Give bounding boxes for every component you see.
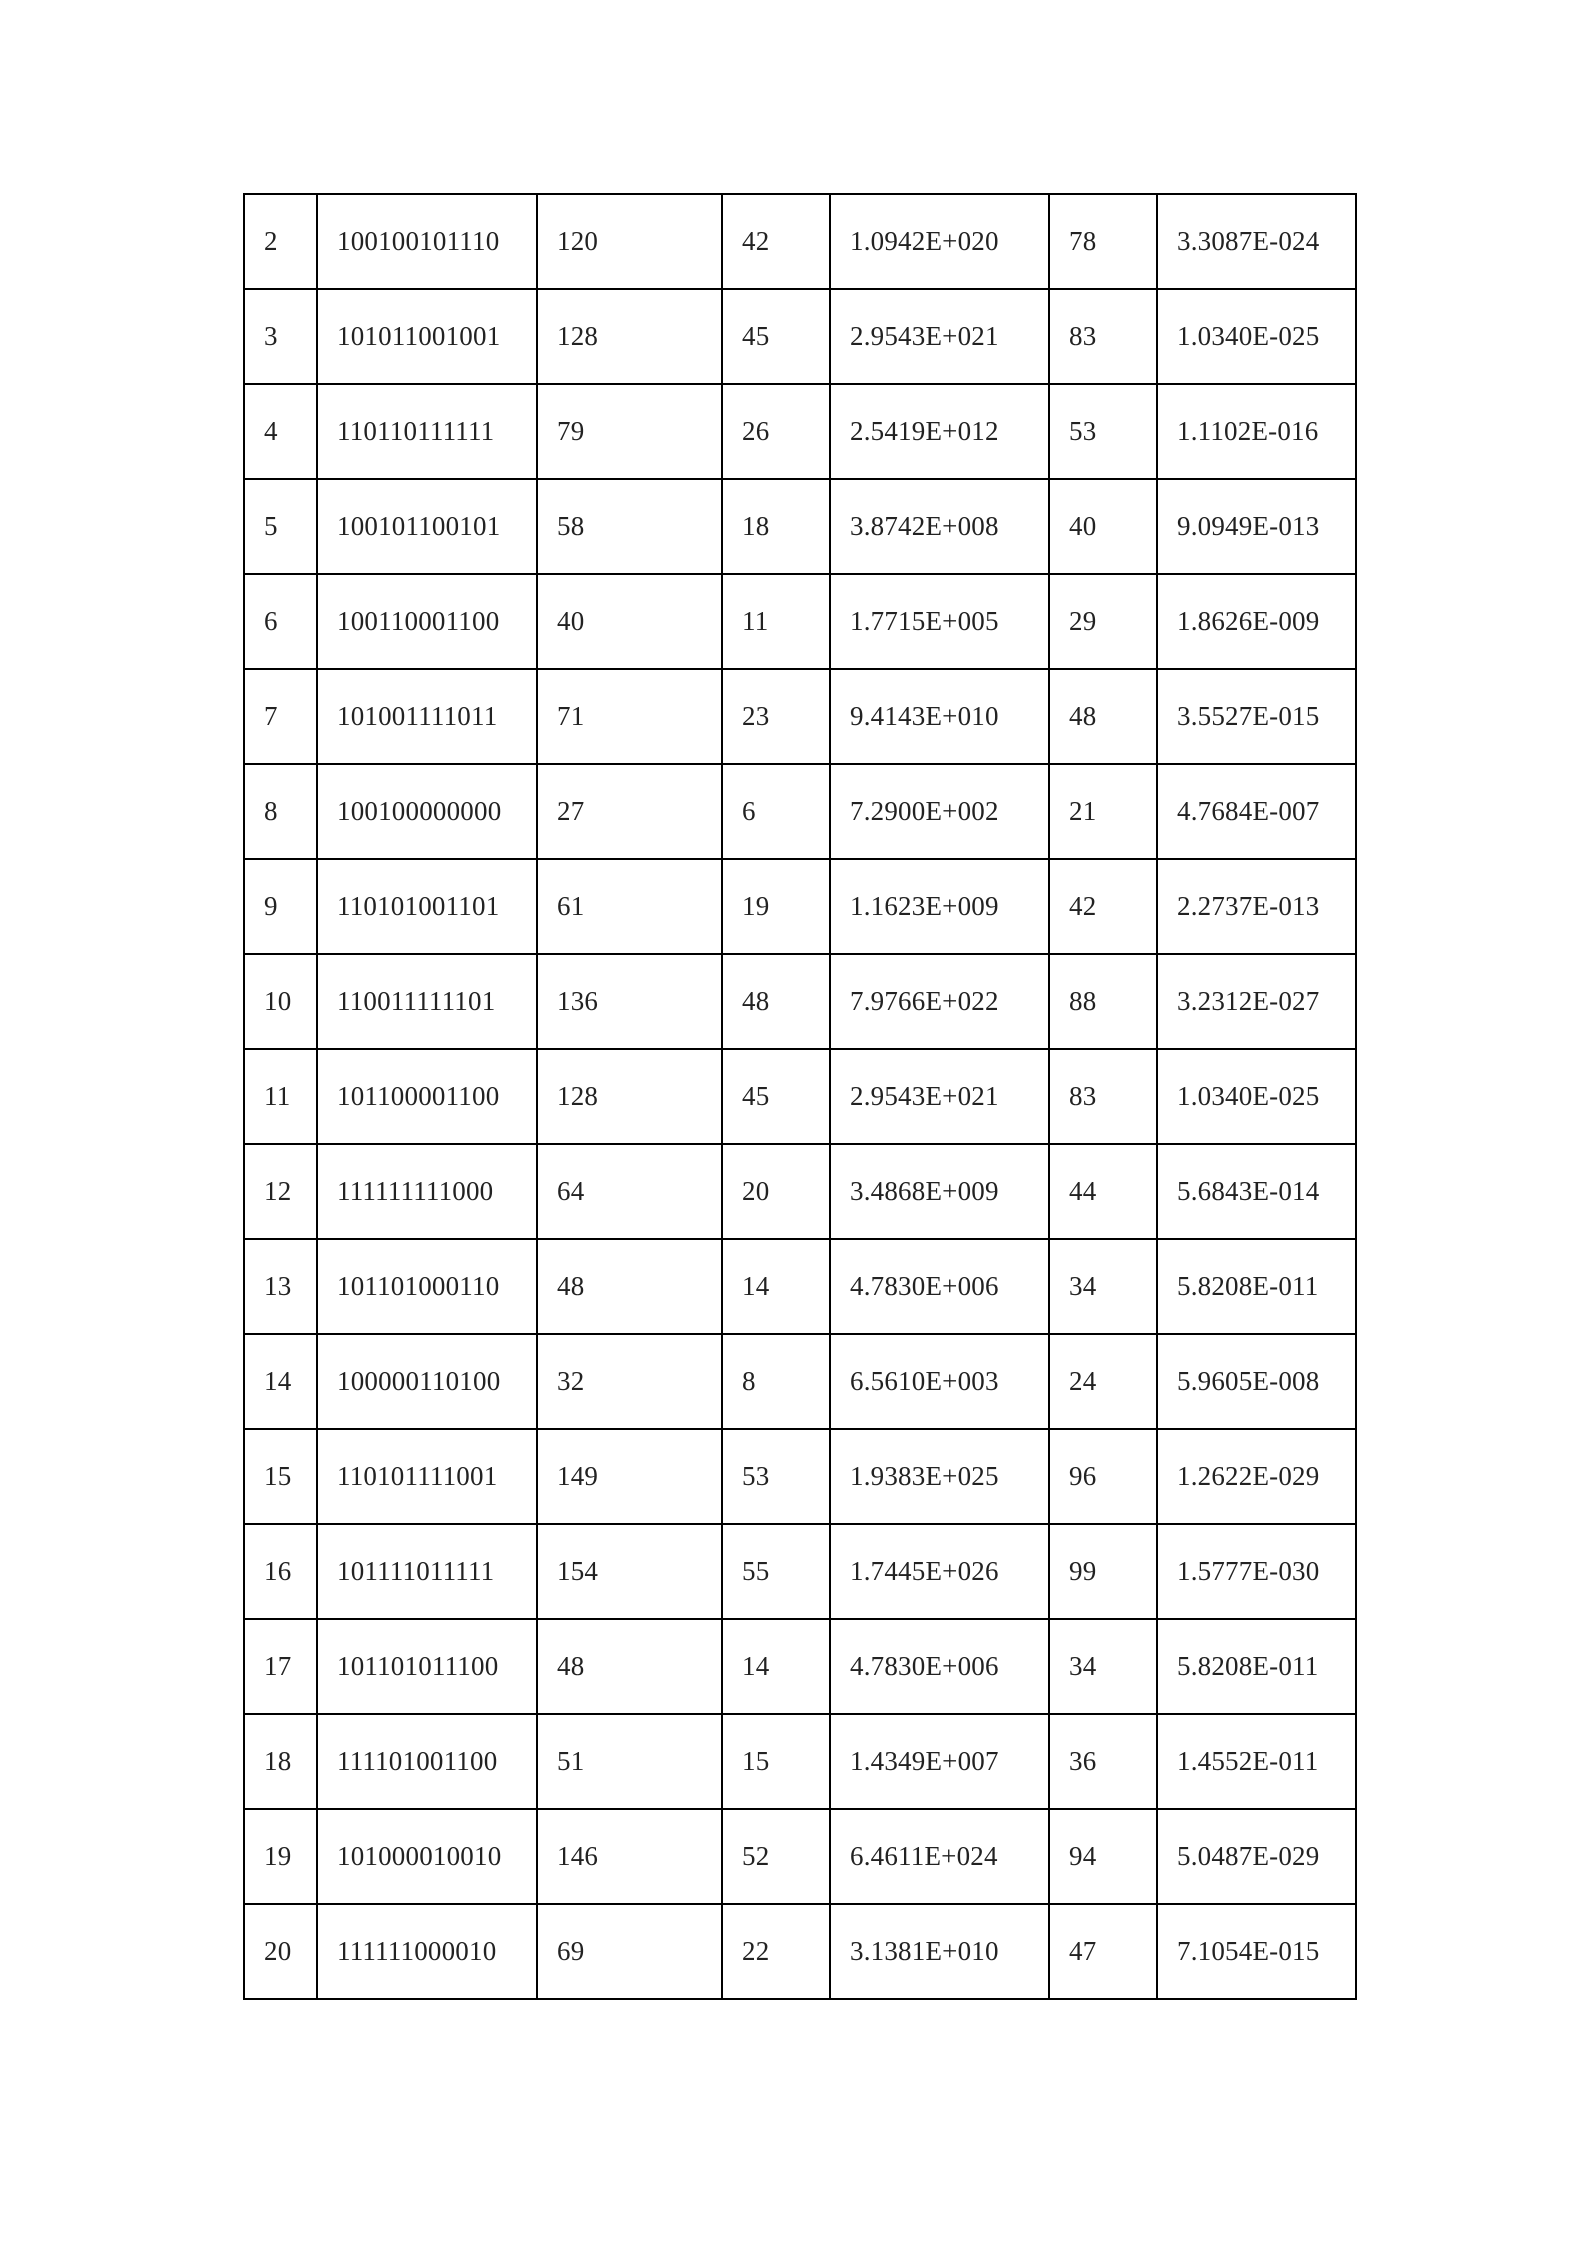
row-index-cell: 8: [244, 764, 317, 859]
value-cell: 71: [537, 669, 722, 764]
probability-cell: 1.1102E-016: [1157, 384, 1356, 479]
count2-cell: 44: [1049, 1144, 1157, 1239]
exp-value-cell: 4.7830E+006: [830, 1619, 1049, 1714]
table-row: [244, 479, 1356, 574]
count-cell: 6: [722, 764, 830, 859]
binary-code-cell: 101111011111: [317, 1524, 537, 1619]
value-cell: 64: [537, 1144, 722, 1239]
count2-cell: 34: [1049, 1619, 1157, 1714]
probability-cell: 3.3087E-024: [1157, 194, 1356, 289]
data-table: [243, 193, 1357, 2000]
table-row: [244, 1619, 1356, 1714]
count-cell: 14: [722, 1239, 830, 1334]
exp-value-cell: 9.4143E+010: [830, 669, 1049, 764]
row-index-cell: 14: [244, 1334, 317, 1429]
count2-cell: 21: [1049, 764, 1157, 859]
count-cell: 42: [722, 194, 830, 289]
binary-code-cell: 100101100101: [317, 479, 537, 574]
binary-code-cell: 110110111111: [317, 384, 537, 479]
binary-code-cell: 101011001001: [317, 289, 537, 384]
count-cell: 45: [722, 1049, 830, 1144]
table-body: [244, 194, 1356, 1999]
exp-value-cell: 6.5610E+003: [830, 1334, 1049, 1429]
binary-code-cell: 101101000110: [317, 1239, 537, 1334]
row-index-cell: 15: [244, 1429, 317, 1524]
count2-cell: 36: [1049, 1714, 1157, 1809]
binary-code-cell: 100110001100: [317, 574, 537, 669]
binary-code-cell: 110101111001: [317, 1429, 537, 1524]
row-index-cell: 10: [244, 954, 317, 1049]
exp-value-cell: 2.9543E+021: [830, 1049, 1049, 1144]
binary-code-cell: 111101001100: [317, 1714, 537, 1809]
count2-cell: 96: [1049, 1429, 1157, 1524]
row-index-cell: 12: [244, 1144, 317, 1239]
count-cell: 19: [722, 859, 830, 954]
binary-code-cell: 100100000000: [317, 764, 537, 859]
count2-cell: 42: [1049, 859, 1157, 954]
count2-cell: 99: [1049, 1524, 1157, 1619]
exp-value-cell: 2.5419E+012: [830, 384, 1049, 479]
value-cell: 40: [537, 574, 722, 669]
table-row: [244, 194, 1356, 289]
probability-cell: 4.7684E-007: [1157, 764, 1356, 859]
exp-value-cell: 2.9543E+021: [830, 289, 1049, 384]
row-index-cell: 13: [244, 1239, 317, 1334]
count2-cell: 53: [1049, 384, 1157, 479]
row-index-cell: 9: [244, 859, 317, 954]
binary-code-cell: 100100101110: [317, 194, 537, 289]
count-cell: 8: [722, 1334, 830, 1429]
value-cell: 136: [537, 954, 722, 1049]
binary-code-cell: 101100001100: [317, 1049, 537, 1144]
probability-cell: 1.0340E-025: [1157, 289, 1356, 384]
count2-cell: 34: [1049, 1239, 1157, 1334]
value-cell: 58: [537, 479, 722, 574]
table-row: [244, 1524, 1356, 1619]
value-cell: 146: [537, 1809, 722, 1904]
probability-cell: 1.8626E-009: [1157, 574, 1356, 669]
row-index-cell: 6: [244, 574, 317, 669]
count2-cell: 78: [1049, 194, 1157, 289]
row-index-cell: 16: [244, 1524, 317, 1619]
count2-cell: 29: [1049, 574, 1157, 669]
row-index-cell: 11: [244, 1049, 317, 1144]
count-cell: 14: [722, 1619, 830, 1714]
value-cell: 48: [537, 1619, 722, 1714]
exp-value-cell: 4.7830E+006: [830, 1239, 1049, 1334]
table-row: [244, 574, 1356, 669]
table-row: [244, 1334, 1356, 1429]
count-cell: 23: [722, 669, 830, 764]
exp-value-cell: 3.4868E+009: [830, 1144, 1049, 1239]
count-cell: 53: [722, 1429, 830, 1524]
binary-code-cell: 101000010010: [317, 1809, 537, 1904]
exp-value-cell: 3.8742E+008: [830, 479, 1049, 574]
probability-cell: 1.0340E-025: [1157, 1049, 1356, 1144]
row-index-cell: 7: [244, 669, 317, 764]
count2-cell: 47: [1049, 1904, 1157, 1999]
table-row: [244, 1714, 1356, 1809]
table-row: [244, 954, 1356, 1049]
count-cell: 52: [722, 1809, 830, 1904]
table-row: [244, 859, 1356, 954]
count-cell: 26: [722, 384, 830, 479]
row-index-cell: 17: [244, 1619, 317, 1714]
row-index-cell: 3: [244, 289, 317, 384]
value-cell: 27: [537, 764, 722, 859]
probability-cell: 5.8208E-011: [1157, 1619, 1356, 1714]
probability-cell: 1.2622E-029: [1157, 1429, 1356, 1524]
binary-code-cell: 101001111011: [317, 669, 537, 764]
count-cell: 48: [722, 954, 830, 1049]
value-cell: 128: [537, 289, 722, 384]
value-cell: 149: [537, 1429, 722, 1524]
exp-value-cell: 1.1623E+009: [830, 859, 1049, 954]
exp-value-cell: 1.7715E+005: [830, 574, 1049, 669]
count-cell: 55: [722, 1524, 830, 1619]
value-cell: 61: [537, 859, 722, 954]
row-index-cell: 5: [244, 479, 317, 574]
exp-value-cell: 1.0942E+020: [830, 194, 1049, 289]
binary-code-cell: 110101001101: [317, 859, 537, 954]
count2-cell: 40: [1049, 479, 1157, 574]
count2-cell: 83: [1049, 1049, 1157, 1144]
value-cell: 128: [537, 1049, 722, 1144]
table-row: [244, 1429, 1356, 1524]
value-cell: 79: [537, 384, 722, 479]
value-cell: 120: [537, 194, 722, 289]
probability-cell: 3.2312E-027: [1157, 954, 1356, 1049]
value-cell: 48: [537, 1239, 722, 1334]
table-row: [244, 289, 1356, 384]
count-cell: 20: [722, 1144, 830, 1239]
probability-cell: 5.8208E-011: [1157, 1239, 1356, 1334]
table-row: [244, 1809, 1356, 1904]
binary-code-cell: 100000110100: [317, 1334, 537, 1429]
exp-value-cell: 1.7445E+026: [830, 1524, 1049, 1619]
probability-cell: 1.4552E-011: [1157, 1714, 1356, 1809]
table-row: [244, 1904, 1356, 1999]
probability-cell: 2.2737E-013: [1157, 859, 1356, 954]
probability-cell: 1.5777E-030: [1157, 1524, 1356, 1619]
row-index-cell: 4: [244, 384, 317, 479]
exp-value-cell: 3.1381E+010: [830, 1904, 1049, 1999]
table-row: [244, 384, 1356, 479]
count-cell: 22: [722, 1904, 830, 1999]
probability-cell: 9.0949E-013: [1157, 479, 1356, 574]
table-row: [244, 1144, 1356, 1239]
row-index-cell: 19: [244, 1809, 317, 1904]
probability-cell: 7.1054E-015: [1157, 1904, 1356, 1999]
value-cell: 69: [537, 1904, 722, 1999]
table-row: [244, 1049, 1356, 1144]
count2-cell: 24: [1049, 1334, 1157, 1429]
count2-cell: 94: [1049, 1809, 1157, 1904]
count-cell: 45: [722, 289, 830, 384]
probability-cell: 5.0487E-029: [1157, 1809, 1356, 1904]
table-row: [244, 1239, 1356, 1334]
binary-code-cell: 110011111101: [317, 954, 537, 1049]
exp-value-cell: 1.4349E+007: [830, 1714, 1049, 1809]
exp-value-cell: 7.9766E+022: [830, 954, 1049, 1049]
table-row: [244, 764, 1356, 859]
count-cell: 11: [722, 574, 830, 669]
count-cell: 15: [722, 1714, 830, 1809]
value-cell: 154: [537, 1524, 722, 1619]
row-index-cell: 20: [244, 1904, 317, 1999]
probability-cell: 5.6843E-014: [1157, 1144, 1356, 1239]
exp-value-cell: 6.4611E+024: [830, 1809, 1049, 1904]
count-cell: 18: [722, 479, 830, 574]
binary-code-cell: 101101011100: [317, 1619, 537, 1714]
probability-cell: 3.5527E-015: [1157, 669, 1356, 764]
exp-value-cell: 1.9383E+025: [830, 1429, 1049, 1524]
value-cell: 51: [537, 1714, 722, 1809]
count2-cell: 88: [1049, 954, 1157, 1049]
table-row: [244, 669, 1356, 764]
row-index-cell: 2: [244, 194, 317, 289]
binary-code-cell: 111111000010: [317, 1904, 537, 1999]
count2-cell: 83: [1049, 289, 1157, 384]
value-cell: 32: [537, 1334, 722, 1429]
exp-value-cell: 7.2900E+002: [830, 764, 1049, 859]
row-index-cell: 18: [244, 1714, 317, 1809]
probability-cell: 5.9605E-008: [1157, 1334, 1356, 1429]
binary-code-cell: 111111111000: [317, 1144, 537, 1239]
count2-cell: 48: [1049, 669, 1157, 764]
